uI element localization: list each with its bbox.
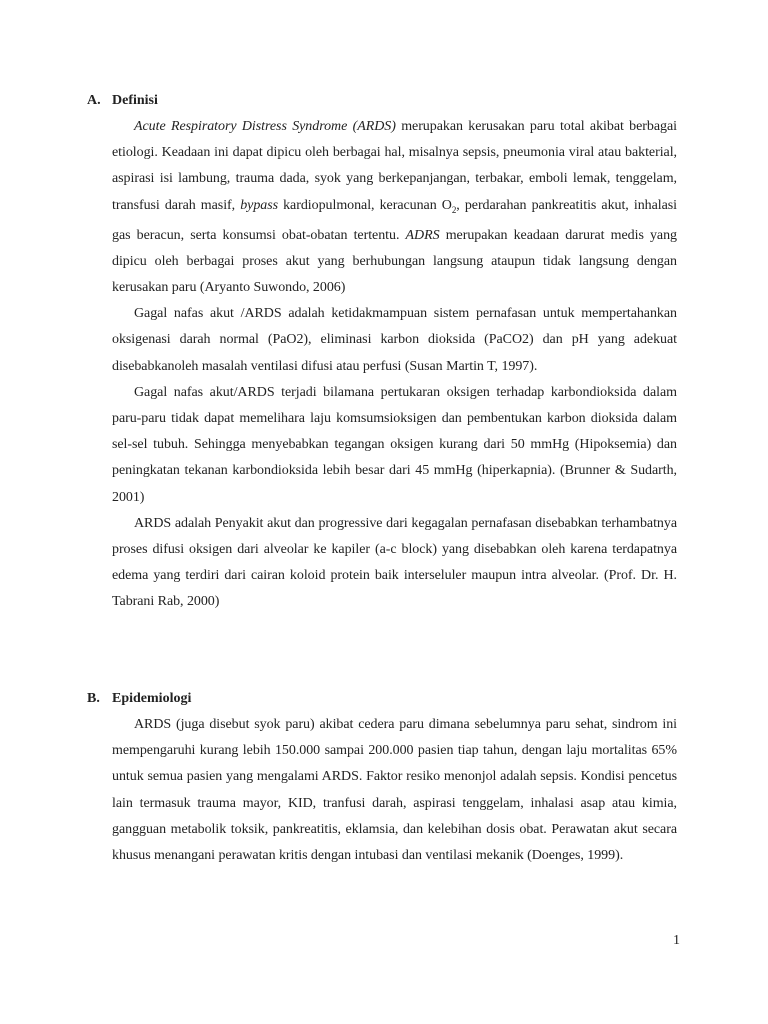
- section-letter: B.: [87, 691, 100, 706]
- section-definisi: [87, 88, 677, 616]
- section-heading-epidemiologi: [87, 686, 677, 712]
- section-epidemiologi: [87, 686, 677, 869]
- italic-term-ards: Acute Respiratory Distress Syndrome (ARDS): [134, 119, 396, 134]
- italic-term-adrs: ADRS: [405, 227, 440, 243]
- text-run: merupakan keadaan darurat medis yang dipicu oleh berbagai proses akut yang berhubungan langsung ataupun tidak langsung dengan kerusakan paru (Aryanto Suwondo, 2006): [112, 227, 677, 296]
- paragraph-epidemiologi-1: ARDS (juga disebut syok paru) akibat cedera paru dimana sebelumnya paru sehat, sindrom ini mempengaruhi kurang lebih 150.000 sampai 200.000 pasien tiap tahun, dengan laju mortalitas 65% untuk semua pasien yang mengalami ARDS. Faktor resiko menonjol adalah sepsis. Kondisi pencetus lain termasuk trauma mayor, KID, tranfusi darah, aspirasi tenggelam, inhalasi asap atau kimia, gangguan metabolik toksik, pankreatitis, eklamsia, dan kelebihan dosis obat. Perawatan akut secara khusus menangani perawatan kritis dengan intubasi dan ventilasi mekanik (Doenges, 1999).: [112, 717, 677, 864]
- section-heading-definisi: [87, 88, 677, 114]
- section-title: Definisi: [112, 93, 158, 108]
- paragraph-definisi-3: Gagal nafas akut/ARDS terjadi bilamana pertukaran oksigen terhadap karbondioksida dalam paru-paru tidak dapat memelihara laju komsumsioksigen dan pembentukan karbon dioksida dalam sel-sel tubuh. Sehingga menyebabkan tegangan oksigen kurang dari 50 mmHg (Hipoksemia) dan peningkatan tekanan karbondioksida lebih besar dari 45 mmHg (hiperkapnia). (Brunner & Sudarth, 2001): [112, 384, 677, 505]
- text-run: merupakan kerusakan paru total akibat berbagai etiologi. Keadaan ini dapat dipicu oleh berbagai hal, misalnya sepsis, pneumonia viral atau bakterial, aspirasi isi lambung, trauma dada, syok yang berkepanjangan, terbakar, emboli lemak, tenggelam, transfusi darah masif,: [112, 119, 677, 213]
- page-number: 1: [673, 933, 680, 948]
- paragraph-definisi-2: Gagal nafas akut /ARDS adalah ketidakmampuan sistem pernafasan untuk mempertahankan oksigenasi darah normal (PaO2), eliminasi karbon dioksida (PaCO2) dan pH yang adekuat disebabkanoleh masalah ventilasi difusi atau perfusi (Susan Martin T, 1997).: [112, 306, 677, 374]
- italic-term-bypass: bypass: [240, 197, 279, 213]
- section-title: Epidemiologi: [112, 691, 192, 706]
- paragraph-definisi-4: ARDS adalah Penyakit akut dan progressive dari kegagalan pernafasan disebabkan terhambatnya proses difusi oksigen dari alveolar ke kapiler (a-c block) yang disebabkan oleh karena terdapatnya edema yang terdiri dari cairan koloid protein baik interseluler maupun intra alveolar. (Prof. Dr. H. Tabrani Rab, 2000): [112, 515, 677, 610]
- subscript-2: 2: [451, 204, 457, 215]
- paragraph-definisi-1: [112, 114, 677, 301]
- text-run: kardiopulmonal, keracunan O: [278, 197, 452, 213]
- section-letter: A.: [87, 93, 101, 108]
- text-run: , perdarahan pankreatitis akut, inhalasi gas beracun, serta konsumsi obat-obatan tertentu.: [112, 197, 677, 243]
